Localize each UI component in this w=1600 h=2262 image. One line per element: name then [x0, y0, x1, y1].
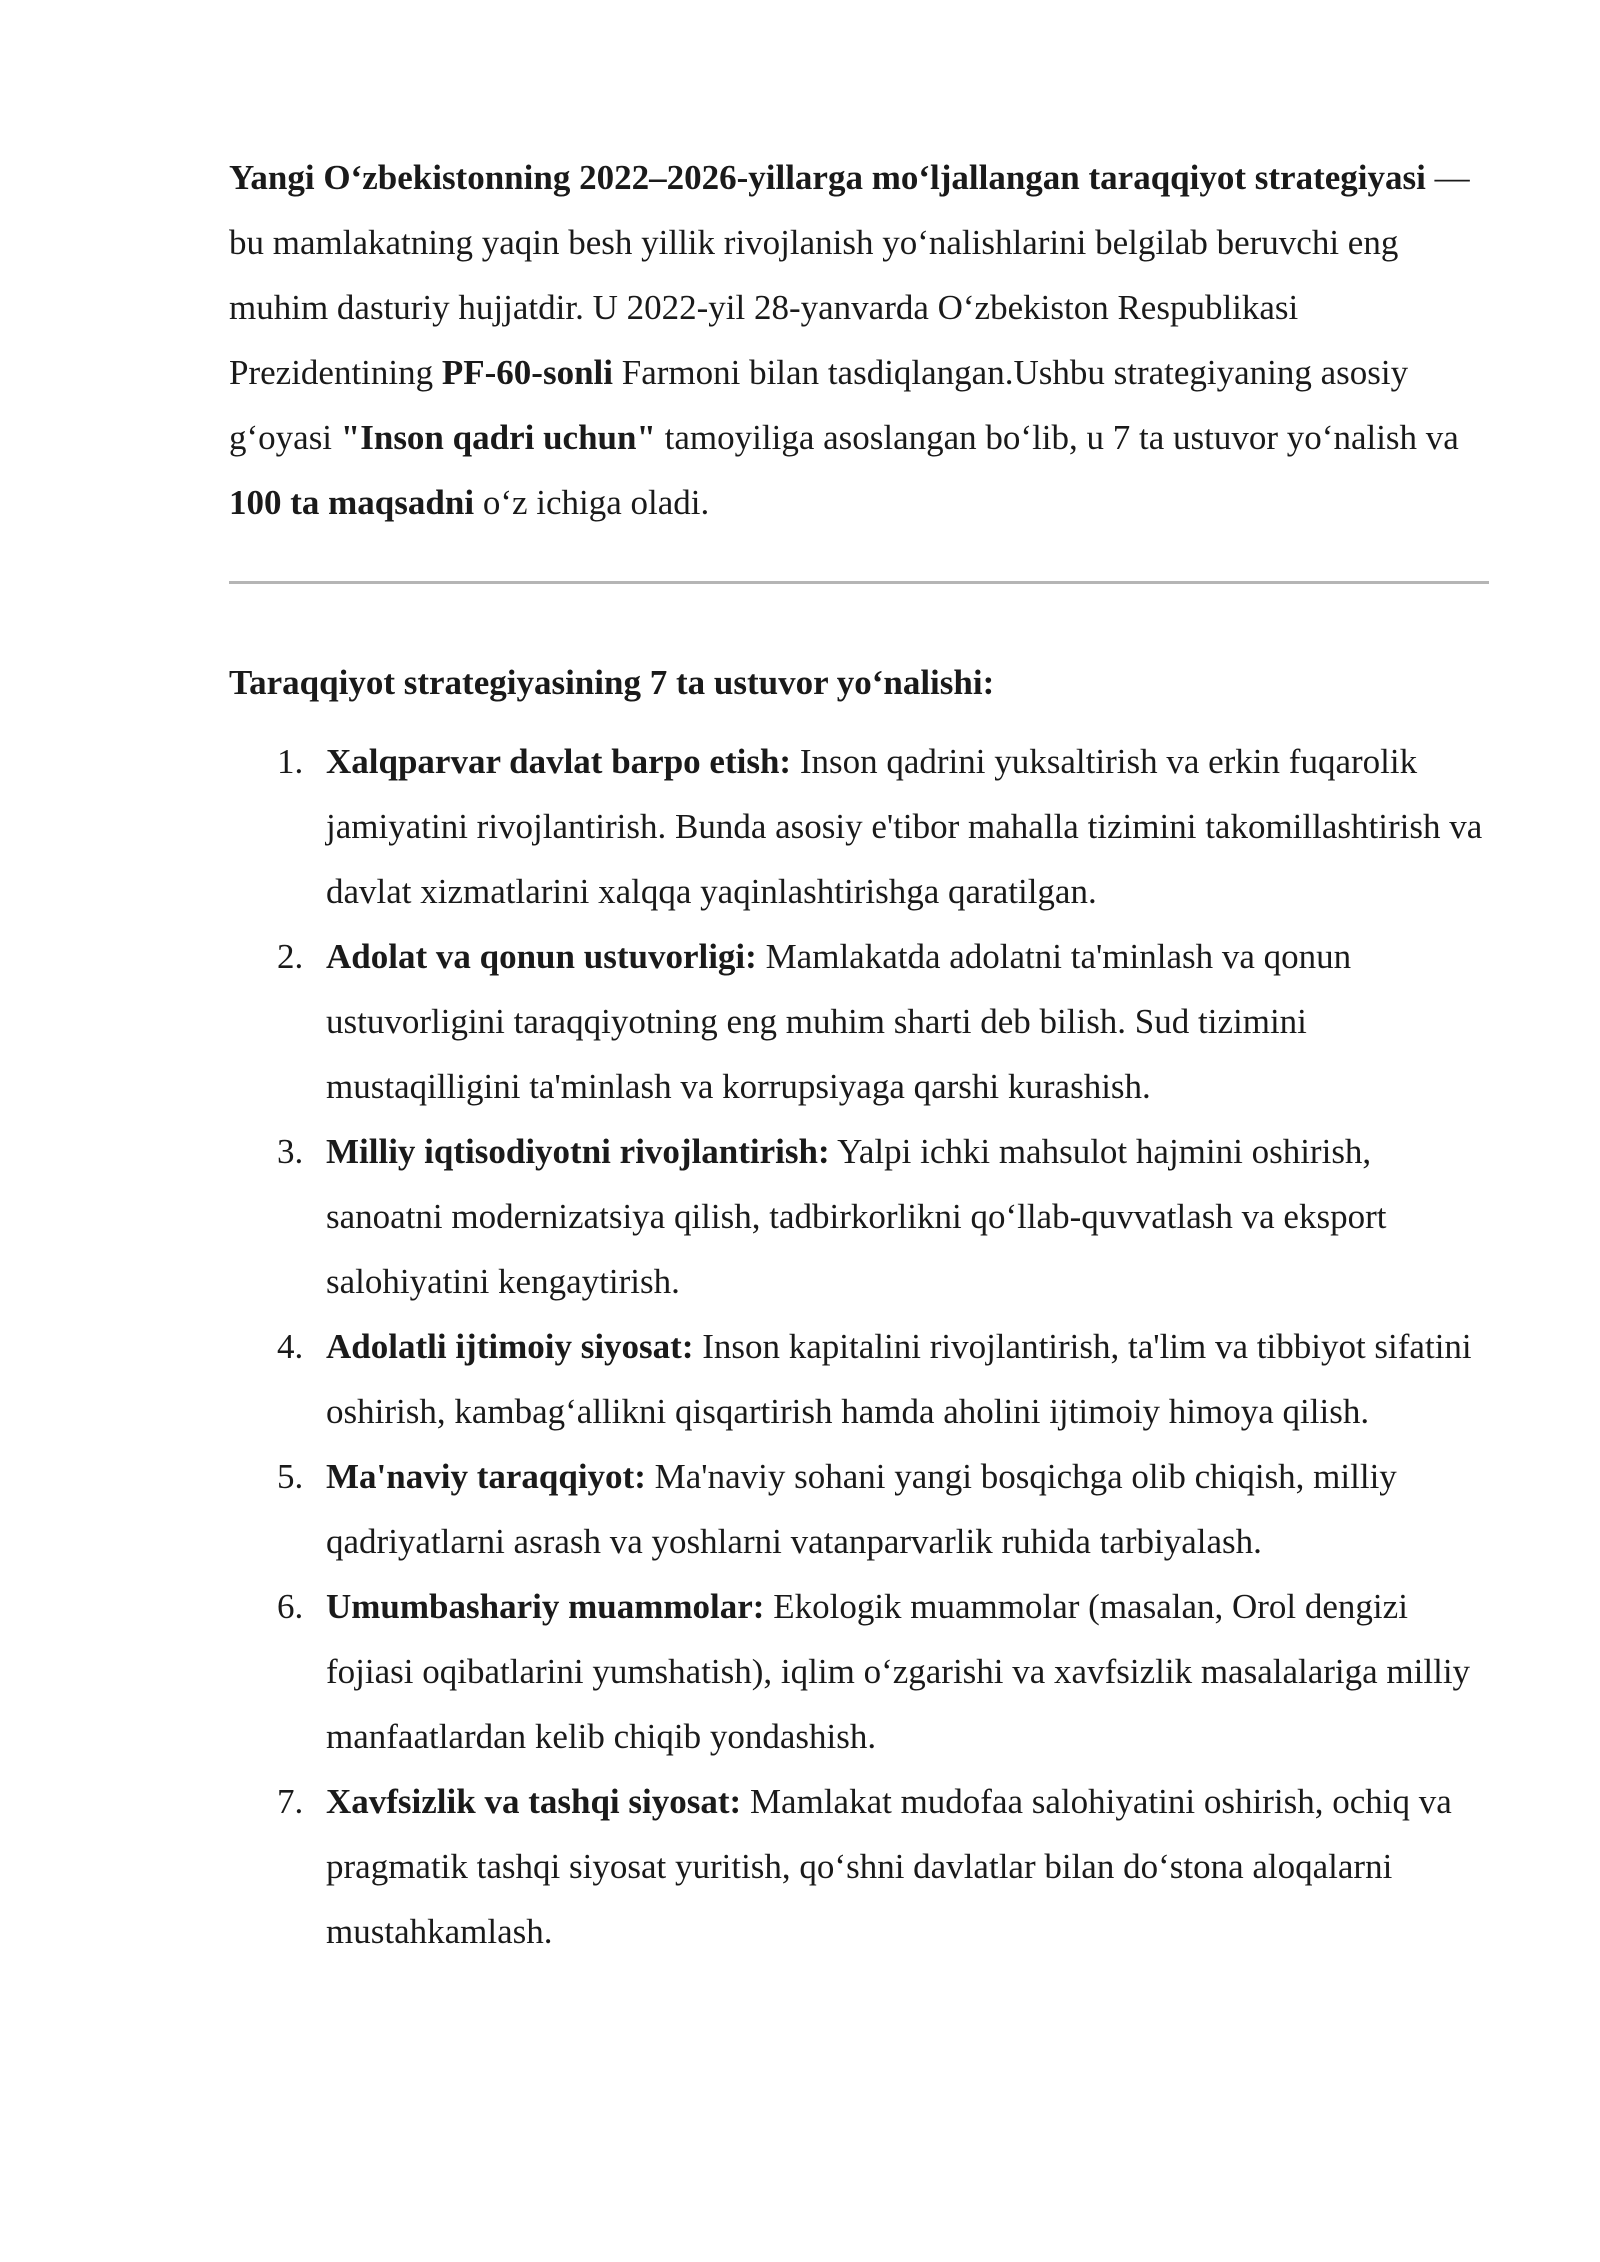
section-heading: Taraqqiyot strategiyasining 7 ta ustuvor yo‘nalishi:	[229, 663, 995, 702]
list-item-text: Ekologik muammolar (masalan, Orol dengizi fojiasi oqibatlarini yumshatish), iqlim o‘zgarishi va xavfsizlik masalalariga milliy manfaatlardan kelib chiqib yondashish.	[326, 1587, 1471, 1756]
list-item-text: Mamlakat mudofaa salohiyatini oshirish, ochiq va pragmatik tashqi siyosat yuritish, qo‘shni davlatlar bilan do‘stona aloqalarni mustahkamlash.	[326, 1782, 1452, 1951]
list-item	[229, 1314, 1489, 1444]
list-item-text: Inson qadrini yuksaltirish va erkin fuqarolik jamiyatini rivojlantirish. Bunda asosiy e'tibor mahalla tizimini takomillashtirish va davlat xizmatlarini xalqqa yaqinlashtirishga qaratilgan.	[326, 742, 1483, 911]
list-item-title: Xavfsizlik va tashqi siyosat:	[326, 1782, 742, 1821]
list-item-title: Ma'naviy taraqqiyot:	[326, 1457, 646, 1496]
intro-text-3: tamoyiliga asoslangan bo‘lib, u 7 ta ustuvor yo‘nalish va	[655, 418, 1459, 457]
list-item-title: Adolatli ijtimoiy siyosat:	[326, 1327, 694, 1366]
document-page	[229, 145, 1489, 1964]
list-item-text: Ma'naviy sohani yangi bosqichga olib chiqish, milliy qadriyatlarni asrash va yoshlarni vatanparvarlik ruhida tarbiyalash.	[326, 1457, 1397, 1561]
list-item-title: Umumbashariy muammolar:	[326, 1587, 765, 1626]
motto: "Inson qadri uchun"	[340, 418, 656, 457]
list-item	[229, 1769, 1489, 1964]
priority-list	[229, 729, 1489, 1964]
decree-number: PF-60-sonli	[441, 353, 613, 392]
intro-paragraph	[229, 145, 1489, 535]
intro-title: Yangi O‘zbekistonning 2022–2026-yillarga mo‘ljallangan taraqqiyot strategiyasi	[229, 158, 1426, 197]
list-item	[229, 1574, 1489, 1769]
list-item-number: 3.	[277, 1132, 304, 1171]
list-item-number: 4.	[277, 1327, 304, 1366]
goals-count: 100 ta maqsadni	[229, 483, 475, 522]
list-item-number: 6.	[277, 1587, 304, 1626]
list-item-text: Inson kapitalini rivojlantirish, ta'lim va tibbiyot sifatini oshirish, kambag‘allikni qisqartirish hamda aholini ijtimoiy himoya qilish.	[326, 1327, 1472, 1431]
intro-text-4: o‘z ichiga oladi.	[474, 483, 710, 522]
list-item-text: Mamlakatda adolatni ta'minlash va qonun ustuvorligini taraqqiyotning eng muhim sharti deb bilish. Sud tizimini mustaqilligini ta'minlash va korrupsiyaga qarshi kurashish.	[326, 937, 1352, 1106]
list-item	[229, 729, 1489, 924]
list-item-text: Yalpi ichki mahsulot hajmini oshirish, sanoatni modernizatsiya qilish, tadbirkorlikni qo‘llab-quvvatlash va eksport salohiyatini kengaytirish.	[326, 1132, 1387, 1301]
section-divider	[229, 581, 1489, 584]
intro-text-2: Farmoni bilan tasdiqlangan.Ushbu strategiyaning asosiy g‘oyasi	[229, 353, 1409, 457]
list-item-title: Milliy iqtisodiyotni rivojlantirish:	[326, 1132, 830, 1171]
list-item	[229, 1119, 1489, 1314]
list-item	[229, 924, 1489, 1119]
list-item-title: Adolat va qonun ustuvorligi:	[326, 937, 757, 976]
list-item-number: 1.	[277, 742, 304, 781]
intro-text-1: — bu mamlakatning yaqin besh yillik rivojlanish yo‘nalishlarini belgilab beruvchi eng muhim dasturiy hujjatdir. U 2022-yil 28-yanvarda O‘zbekiston Respublikasi Prezidentining	[229, 158, 1470, 392]
list-item-number: 2.	[277, 937, 304, 976]
list-item-number: 7.	[277, 1782, 304, 1821]
list-item	[229, 1444, 1489, 1574]
list-item-number: 5.	[277, 1457, 304, 1496]
list-item-title: Xalqparvar davlat barpo etish:	[326, 742, 792, 781]
